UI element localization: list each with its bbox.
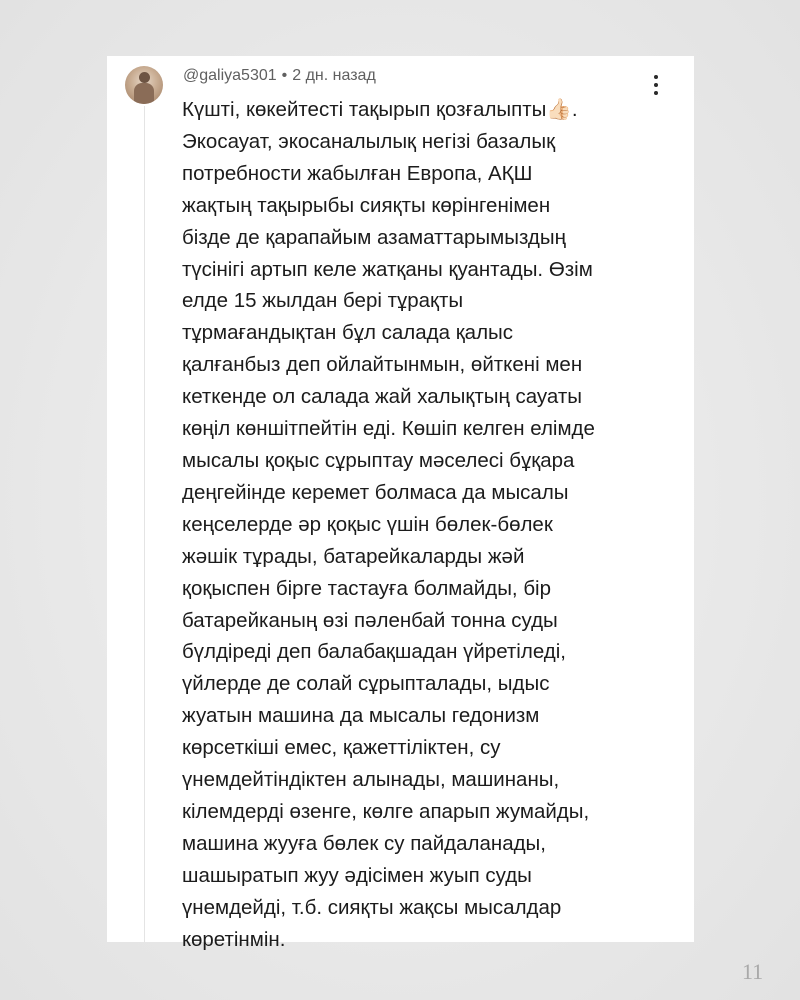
comment-line: көретінмін.	[182, 927, 286, 951]
comment-meta	[183, 67, 376, 85]
comment-card	[107, 56, 694, 951]
comment-line: көрсеткіші емес, қажеттіліктен, су	[182, 736, 501, 760]
comment-line: түсінігі артып келе жатқаны қуантады. Өзім	[182, 257, 593, 281]
more-dot	[654, 83, 658, 87]
comment-line: көңіл көншітпейтін еді. Көшіп келген елімде	[182, 417, 595, 441]
comment-line: батарейканың өзі пәленбай тонна суды	[182, 608, 558, 632]
comment-line: қоқыспен бірге тастауға болмайды, бір	[182, 576, 552, 600]
comment-line: потребности жабылған Европа, АҚШ	[182, 161, 533, 185]
comment-line: деңгейінде керемет болмаса да мысалы	[182, 480, 569, 504]
comment-line: кеткенде ол салада жай халықтың сауаты	[182, 385, 582, 409]
comment-line: Күшті, көкейтесті тақырып қозғалыпты👍🏻.	[182, 98, 578, 121]
thread-line	[144, 106, 145, 942]
comment-line: үнемдейтіндіктен алынады, машинаны,	[182, 768, 560, 792]
comment-line: шашыратып жуу әдісімен жуып суды	[182, 863, 532, 887]
comment-line: жуатын машина да мысалы гедонизм	[182, 704, 540, 728]
comment-line: елде 15 жылдан бері тұрақты	[182, 289, 464, 313]
comment-text	[182, 94, 682, 955]
comment-line: мысалы қоқыс сұрыптау мәселесі бұқара	[182, 448, 575, 472]
meta-separator: •	[281, 67, 288, 84]
comment-line: Экосауат, экосаналылық негізі базалық	[182, 129, 556, 153]
avatar-figure-head	[139, 72, 150, 83]
comment-line: қалғанбыз деп ойлайтынмын, өйткені мен	[182, 353, 583, 377]
avatar[interactable]	[125, 66, 163, 104]
comment-line: жәшік тұрады, батарейкаларды жәй	[182, 544, 525, 568]
comment-line: кілемдерді өзенге, көлге апарып жумайды,	[182, 799, 590, 823]
more-dot	[654, 75, 658, 79]
comment-line: кеңселерде әр қоқыс үшін бөлек-бөлек	[182, 512, 553, 536]
comment-line: тұрмағандықтан бұл салада қалыс	[182, 321, 514, 345]
avatar-figure-body	[134, 83, 154, 104]
comment-line: бізде де қарапайым азаматтарымыздың	[182, 225, 566, 249]
page-number: 11	[742, 959, 764, 984]
comment-line: жақтың тақырыбы сияқты көрінгенімен	[182, 193, 551, 217]
comment-line: машина жууға бөлек су пайдаланады,	[182, 831, 546, 855]
comment-line: үйлерде де солай сұрыпталады, ыдыс	[182, 672, 550, 696]
comment-timestamp[interactable]: 2 дн. назад	[292, 67, 376, 84]
comment-username[interactable]: @galiya5301	[183, 67, 277, 84]
comment-line: үнемдейді, т.б. сияқты жақсы мысалдар	[182, 895, 562, 919]
comment-line: бүлдіреді деп балабақшадан үйретіледі,	[182, 640, 566, 664]
